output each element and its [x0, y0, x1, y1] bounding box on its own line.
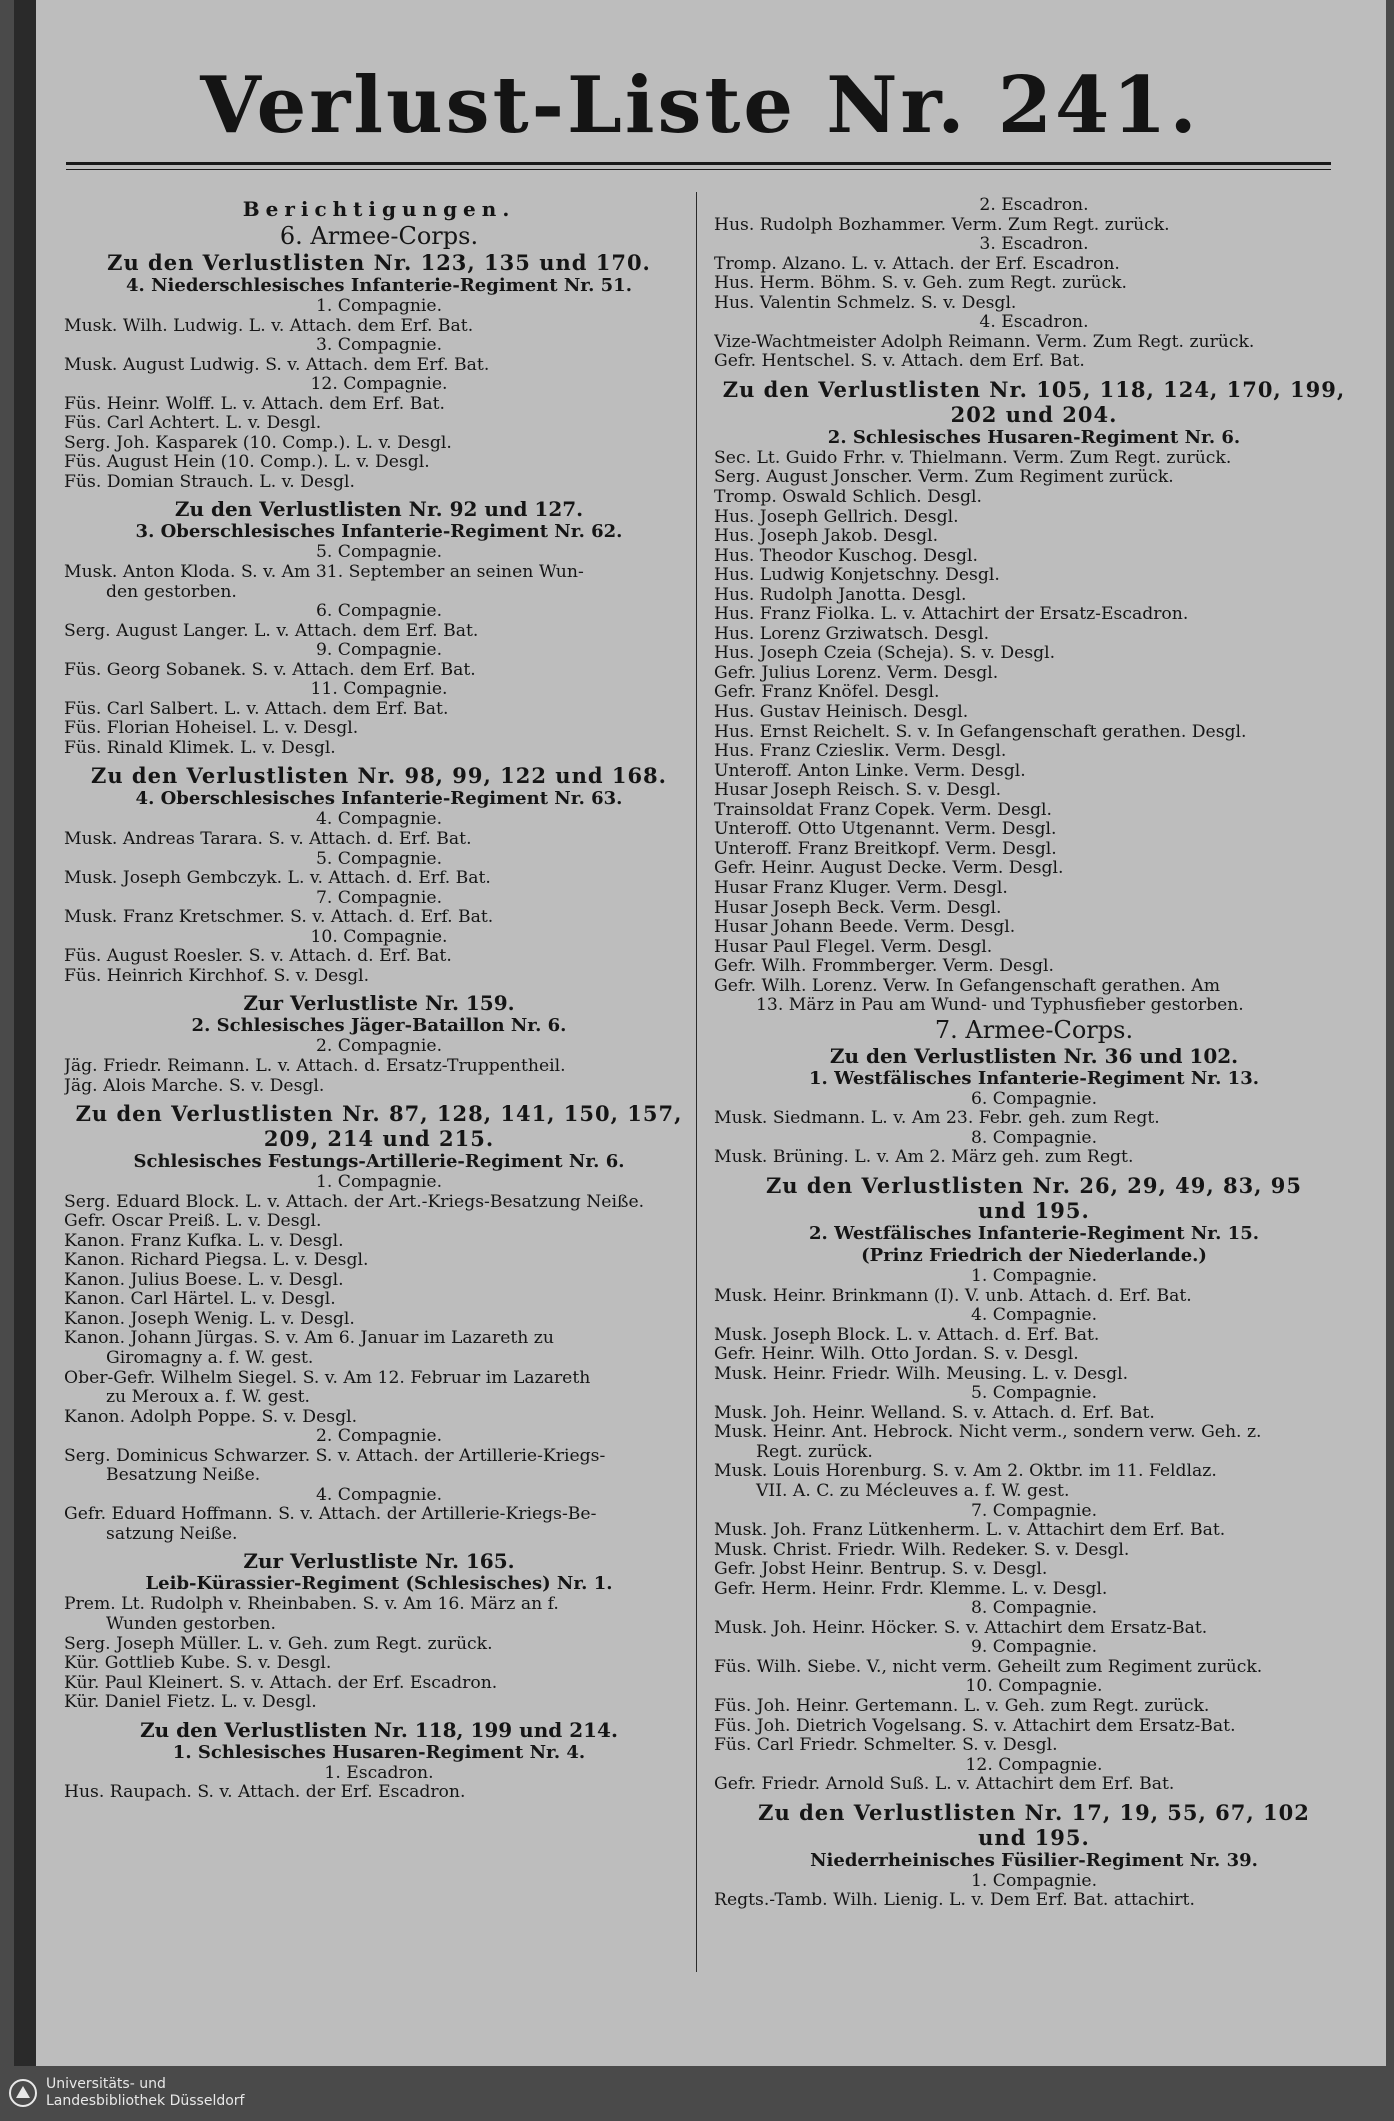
- regiment-heading: 2. Schlesisches Jäger-Bataillon Nr. 6.: [191, 1015, 567, 1037]
- unit-heading: 3. Escadron.: [979, 235, 1089, 255]
- entry-line: Sec. Lt. Guido Frhr. v. Thielmann. Verm. Zum Regt. zurück.: [714, 448, 1232, 468]
- unit-heading: 8. Compagnie.: [970, 1599, 1098, 1619]
- regiment-heading: 3. Oberschlesisches Infanterie-Regiment Nr. 62.: [135, 521, 623, 543]
- section-heading: Zu den Verlustlisten Nr. 98, 99, 122 und 168.: [91, 763, 667, 789]
- entry-line: Giromagny a. f. W. gest.: [106, 1348, 314, 1368]
- entry-line: Tromp. Oswald Schlich. Desgl.: [714, 488, 982, 508]
- entry-line: Hus. Franz Fiolka. L. v. Attachirt der Ersatz-Escadron.: [714, 605, 1189, 625]
- entry-line: Gefr. Julius Lorenz. Verm. Desgl.: [714, 663, 999, 683]
- entry-line: Gefr. Franz Knöfel. Desgl.: [714, 683, 940, 703]
- section-heading: Zu den Verlustlisten Nr. 92 und 127.: [174, 497, 584, 522]
- entry-line: Hus. Joseph Czeia (Scheja). S. v. Desgl.: [714, 644, 1056, 664]
- entry-line: Hus. Ludwig Konjetschny. Desgl.: [714, 566, 1000, 586]
- regiment-heading: 4. Oberschlesisches Infanterie-Regiment Nr. 63.: [135, 788, 623, 810]
- entry-line: Gefr. Heinr. Wilh. Otto Jordan. S. v. Desgl.: [714, 1345, 1079, 1365]
- unit-heading: 6. Compagnie.: [970, 1089, 1098, 1109]
- unit-heading: 12. Compagnie.: [310, 375, 448, 395]
- entry-line: Husar Paul Flegel. Verm. Desgl.: [714, 937, 993, 957]
- entry-line: Unteroff. Anton Linke. Verm. Desgl.: [714, 761, 1026, 781]
- entry-line: Musk. Heinr. Ant. Hebrock. Nicht verm., sondern verw. Geh. z.: [714, 1423, 1262, 1443]
- entry-line: Kanon. Richard Piegsa. L. v. Desgl.: [64, 1251, 369, 1271]
- unit-heading: 12. Compagnie.: [965, 1755, 1103, 1775]
- section-heading: Zu den Verlustlisten Nr. 118, 199 und 214.: [140, 1717, 618, 1742]
- entry-line: den gestorben.: [106, 582, 237, 602]
- entry-line: Hus. Joseph Gellrich. Desgl.: [714, 507, 959, 527]
- entry-line: Kür. Daniel Fietz. L. v. Desgl.: [64, 1693, 317, 1713]
- entry-line: Musk. Anton Kloda. S. v. Am 31. September an seinen Wun-: [64, 563, 584, 583]
- regiment-heading: Schlesisches Festungs-Artillerie-Regiment Nr. 6.: [133, 1151, 625, 1173]
- entry-line: Hus. Rudolph Janotta. Desgl.: [714, 585, 967, 605]
- entry-line: Kanon. Julius Boese. L. v. Desgl.: [64, 1270, 344, 1290]
- section-heading: Zu den Verlustlisten Nr. 36 und 102.: [829, 1043, 1239, 1068]
- unit-heading: 10. Compagnie.: [965, 1677, 1103, 1697]
- entry-line: Füs. Joh. Heinr. Gertemann. L. v. Geh. zum Regt. zurück.: [714, 1697, 1210, 1716]
- entry-line: Kanon. Adolph Poppe. S. v. Desgl.: [64, 1407, 358, 1427]
- page-title: Verlust-Liste Nr. 241.: [200, 60, 1200, 151]
- entry-line: Musk. Heinr. Brinkmann (I). V. unb. Attach. d. Erf. Bat.: [714, 1286, 1192, 1306]
- unit-heading: 9. Compagnie.: [315, 641, 443, 661]
- entry-line: Füs. Carl Friedr. Schmelter. S. v. Desgl.: [714, 1736, 1058, 1756]
- entry-line: Hus. Lorenz Grziwatsch. Desgl.: [714, 624, 990, 644]
- entry-line: Regt. zurück.: [756, 1442, 873, 1462]
- entry-line: Gefr. Friedr. Arnold Suß. L. v. Attachirt dem Erf. Bat.: [714, 1775, 1175, 1795]
- entry-line: Musk. Christ. Friedr. Wilh. Redeker. S. v. Desgl.: [714, 1540, 1130, 1560]
- entry-line: Hus. Herm. Böhm. S. v. Geh. zum Regt. zurück.: [714, 274, 1128, 294]
- unit-heading: 5. Compagnie.: [315, 543, 443, 563]
- entry-line: Unteroff. Otto Utgenannt. Verm. Desgl.: [714, 820, 1057, 840]
- entry-line: Ober-Gefr. Wilhelm Siegel. S. v. Am 12. Februar im Lazareth: [64, 1368, 591, 1388]
- section-heading: Zu den Verlustlisten Nr. 105, 118, 124, 170, 199,: [722, 376, 1346, 402]
- regiment-heading: 2. Westfälisches Infanterie-Regiment Nr. 15.: [809, 1222, 1259, 1244]
- entry-line: Gefr. Hentschel. S. v. Attach. dem Erf. Bat.: [714, 352, 1085, 372]
- entry-line: Füs. August Hein (10. Comp.). L. v. Desgl.: [64, 453, 430, 473]
- unit-heading: 11. Compagnie.: [310, 680, 448, 700]
- entry-line: Musk. Wilh. Ludwig. L. v. Attach. dem Erf. Bat.: [64, 316, 474, 336]
- corrections-heading: Berichtigungen.: [242, 197, 516, 221]
- entry-line: Füs. Rinald Klimek. L. v. Desgl.: [64, 738, 336, 758]
- section-heading: Zu den Verlustlisten Nr. 123, 135 und 170.: [107, 250, 651, 275]
- entry-line: Wunden gestorben.: [106, 1614, 276, 1634]
- unit-heading: 3. Compagnie.: [315, 336, 443, 356]
- entry-line: Prem. Lt. Rudolph v. Rheinbaben. S. v. Am 16. März an f.: [64, 1595, 559, 1615]
- entry-line: Serg. Eduard Block. L. v. Attach. der Art.-Kriegs-Besatzung Neiße.: [64, 1192, 645, 1212]
- entry-line: Füs. Florian Hoheisel. L. v. Desgl.: [64, 719, 359, 739]
- entry-line: Füs. Heinrich Kirchhof. S. v. Desgl.: [64, 966, 370, 986]
- unit-heading: 1. Compagnie.: [315, 1173, 443, 1193]
- entry-line: Füs. Domian Strauch. L. v. Desgl.: [64, 472, 355, 492]
- entry-line: Serg. Dominicus Schwarzer. S. v. Attach. der Artillerie-Kriegs-: [64, 1446, 606, 1466]
- entry-line: Kanon. Franz Kufka. L. v. Desgl.: [64, 1231, 344, 1251]
- regiment-heading: 4. Niederschlesisches Infanterie-Regiment Nr. 51.: [126, 275, 632, 296]
- entry-line: Füs. Georg Sobanek. S. v. Attach. dem Erf. Bat.: [64, 660, 476, 680]
- entry-line: Gefr. Oscar Preiß. L. v. Desgl.: [64, 1212, 322, 1232]
- entry-line: Kanon. Johann Jürgas. S. v. Am 6. Januar im Lazareth zu: [64, 1329, 554, 1349]
- unit-heading: 5. Compagnie.: [970, 1384, 1098, 1404]
- footer-line-2: Landesbibliothek Düsseldorf: [46, 2093, 245, 2109]
- entry-line: Musk. Louis Horenburg. S. v. Am 2. Oktbr. im 11. Feldlaz.: [714, 1462, 1217, 1482]
- entry-line: zu Meroux a. f. W. gest.: [106, 1388, 310, 1408]
- entry-line: Musk. Joh. Heinr. Höcker. S. v. Attachirt dem Ersatz-Bat.: [714, 1618, 1208, 1638]
- entry-line: Hus. Raupach. S. v. Attach. der Erf. Escadron.: [64, 1783, 466, 1803]
- entry-line: Serg. August Langer. L. v. Attach. dem Erf. Bat.: [64, 621, 479, 641]
- entry-line: Jäg. Alois Marche. S. v. Desgl.: [64, 1076, 325, 1096]
- corps-heading: 6. Armee-Corps.: [279, 222, 479, 250]
- entry-line: Husar Joseph Reisch. S. v. Desgl.: [714, 781, 1002, 801]
- right-column: [714, 196, 1354, 1911]
- regiment-heading: (Prinz Friedrich der Niederlande.): [861, 1244, 1207, 1266]
- section-heading: und 195.: [978, 1197, 1090, 1223]
- entry-line: Serg. August Jonscher. Verm. Zum Regiment zurück.: [714, 468, 1174, 488]
- section-heading: Zur Verlustliste Nr. 165.: [243, 1549, 515, 1574]
- section-heading: Zu den Verlustlisten Nr. 17, 19, 55, 67, 102: [758, 1799, 1310, 1825]
- column-divider: [696, 192, 697, 1972]
- entry-line: Musk. Franz Kretschmer. S. v. Attach. d. Erf. Bat.: [64, 908, 494, 928]
- entry-line: 13. März in Pau am Wund- und Typhusfieber gestorben.: [756, 996, 1244, 1016]
- entry-line: Hus. Rudolph Bozhammer. Verm. Zum Regt. zurück.: [714, 215, 1170, 235]
- entry-line: Regts.-Tamb. Wilh. Lienig. L. v. Dem Erf. Bat. attachirt.: [714, 1891, 1195, 1911]
- left-column: [64, 196, 694, 1803]
- regiment-heading: 1. Westfälisches Infanterie-Regiment Nr. 13.: [809, 1067, 1259, 1089]
- unit-heading: 4. Compagnie.: [315, 810, 443, 830]
- entry-line: Serg. Joseph Müller. L. v. Geh. zum Regt. zurück.: [64, 1634, 493, 1654]
- newspaper-page: [14, 0, 1386, 2066]
- entry-line: Hus. Franz Cziesliк. Verm. Desgl.: [714, 742, 1007, 762]
- unit-heading: 2. Escadron.: [979, 196, 1089, 215]
- regiment-heading: 2. Schlesisches Husaren-Regiment Nr. 6.: [827, 426, 1241, 448]
- entry-line: Musk. August Ludwig. S. v. Attach. dem Erf. Bat.: [64, 355, 490, 375]
- entry-line: Musk. Heinr. Friedr. Wilh. Meusing. L. v. Desgl.: [714, 1364, 1129, 1384]
- unit-heading: 9. Compagnie.: [970, 1638, 1098, 1658]
- entry-line: Gefr. Eduard Hoffmann. S. v. Attach. der Artillerie-Kriegs-Be-: [64, 1505, 597, 1525]
- regiment-heading: Niederrheinisches Füsilier-Regiment Nr. 39.: [810, 1849, 1258, 1871]
- title-rule-thick: [66, 162, 1331, 165]
- entry-line: Musk. Brüning. L. v. Am 2. März geh. zum Regt.: [714, 1148, 1134, 1168]
- section-heading: Zu den Verlustlisten Nr. 87, 128, 141, 150, 157,: [75, 1101, 683, 1127]
- unit-heading: 1. Compagnie.: [970, 1266, 1098, 1286]
- corps-heading: 7. Armee-Corps.: [934, 1015, 1134, 1044]
- entry-line: Füs. Joh. Dietrich Vogelsang. S. v. Attachirt dem Ersatz-Bat.: [714, 1716, 1236, 1736]
- entry-line: Füs. Carl Achtert. L. v. Desgl.: [64, 414, 322, 434]
- entry-line: Vize-Wachtmeister Adolph Reimann. Verm. Zum Regt. zurück.: [714, 332, 1255, 352]
- entry-line: Jäg. Friedr. Reimann. L. v. Attach. d. Ersatz-Truppentheil.: [64, 1056, 566, 1076]
- unit-heading: 7. Compagnie.: [970, 1501, 1098, 1521]
- entry-line: Trainsoldat Franz Copek. Verm. Desgl.: [714, 800, 1052, 820]
- entry-line: Kanon. Joseph Wenig. L. v. Desgl.: [64, 1309, 355, 1329]
- unit-heading: 2. Compagnie.: [315, 1037, 443, 1057]
- entry-line: Füs. Carl Salbert. L. v. Attach. dem Erf. Bat.: [64, 699, 449, 719]
- entry-line: Hus. Joseph Jakob. Desgl.: [714, 527, 939, 547]
- entry-line: Tromp. Alzano. L. v. Attach. der Erf. Escadron.: [714, 254, 1120, 274]
- entry-line: Gefr. Herm. Heinr. Frdr. Klemme. L. v. Desgl.: [714, 1579, 1108, 1599]
- unit-heading: 1. Escadron.: [324, 1763, 434, 1783]
- entry-line: Kür. Gottlieb Kube. S. v. Desgl.: [64, 1654, 332, 1674]
- section-heading: 209, 214 und 215.: [263, 1126, 495, 1152]
- footer-line-1: Universitäts- und: [46, 2076, 166, 2092]
- entry-line: Kanon. Carl Härtel. L. v. Desgl.: [64, 1290, 336, 1310]
- library-logo-icon: [8, 2078, 38, 2108]
- entry-line: Kür. Paul Kleinert. S. v. Attach. der Erf. Escadron.: [64, 1673, 498, 1693]
- entry-line: Hus. Gustav Heinisch. Desgl.: [714, 703, 969, 723]
- entry-line: Musk. Joh. Heinr. Welland. S. v. Attach. d. Erf. Bat.: [714, 1403, 1155, 1423]
- unit-heading: 4. Escadron.: [979, 313, 1089, 333]
- entry-line: Besatzung Neiße.: [106, 1466, 261, 1486]
- entry-line: Hus. Valentin Schmelz. S. v. Desgl.: [714, 293, 1017, 313]
- unit-heading: 10. Compagnie.: [310, 927, 448, 947]
- entry-line: Füs. August Roesler. S. v. Attach. d. Erf. Bat.: [64, 947, 452, 967]
- unit-heading: 1. Compagnie.: [315, 297, 443, 316]
- section-heading: 202 und 204.: [950, 401, 1118, 427]
- entry-line: Husar Franz Kluger. Verm. Desgl.: [714, 878, 1008, 898]
- entry-line: Musk. Andreas Tarara. S. v. Attach. d. Erf. Bat.: [64, 830, 472, 850]
- entry-line: Füs. Heinr. Wolff. L. v. Attach. dem Erf. Bat.: [64, 394, 445, 414]
- unit-heading: 4. Compagnie.: [315, 1485, 443, 1505]
- entry-line: VII. A. C. zu Mécleuves a. f. W. gest.: [756, 1481, 1070, 1501]
- title-rule-thin: [66, 169, 1331, 170]
- entry-line: Unteroff. Franz Breitkopf. Verm. Desgl.: [714, 839, 1057, 859]
- regiment-heading: 1. Schlesisches Husaren-Regiment Nr. 4.: [172, 1741, 586, 1763]
- entry-line: Füs. Wilh. Siebe. V., nicht verm. Geheilt zum Regiment zurück.: [714, 1657, 1263, 1677]
- entry-line: Musk. Siedmann. L. v. Am 23. Febr. geh. zum Regt.: [714, 1109, 1160, 1129]
- page-edge-shadow: [14, 0, 36, 2066]
- entry-line: Husar Johann Beede. Verm. Desgl.: [714, 918, 1016, 938]
- entry-line: Musk. Joseph Gembczyk. L. v. Attach. d. Erf. Bat.: [64, 869, 491, 889]
- entry-line: Musk. Joseph Block. L. v. Attach. d. Erf. Bat.: [714, 1325, 1100, 1345]
- unit-heading: 5. Compagnie.: [315, 849, 443, 869]
- unit-heading: 6. Compagnie.: [315, 602, 443, 622]
- entry-line: Hus. Theodor Kuschog. Desgl.: [714, 546, 978, 566]
- entry-line: Serg. Joh. Kasparek (10. Comp.). L. v. Desgl.: [64, 433, 452, 453]
- entry-line: Gefr. Jobst Heinr. Bentrup. S. v. Desgl.: [714, 1560, 1048, 1580]
- unit-heading: 7. Compagnie.: [315, 888, 443, 908]
- entry-line: Husar Joseph Beck. Verm. Desgl.: [714, 898, 1002, 918]
- unit-heading: 8. Compagnie.: [970, 1128, 1098, 1148]
- section-heading: und 195.: [978, 1824, 1090, 1850]
- entry-line: satzung Neiße.: [106, 1524, 238, 1544]
- entry-line: Gefr. Heinr. August Decke. Verm. Desgl.: [714, 859, 1064, 879]
- library-footer: [0, 2066, 1394, 2121]
- unit-heading: 4. Compagnie.: [970, 1306, 1098, 1326]
- entry-line: Musk. Joh. Franz Lütkenherm. L. v. Attachirt dem Erf. Bat.: [714, 1521, 1226, 1541]
- entry-line: Hus. Ernst Reichelt. S. v. In Gefangenschaft gerathen. Desgl.: [714, 722, 1247, 742]
- unit-heading: 1. Compagnie.: [970, 1871, 1098, 1891]
- section-heading: Zu den Verlustlisten Nr. 26, 29, 49, 83, 95: [765, 1172, 1303, 1198]
- section-heading: Zur Verlustliste Nr. 159.: [243, 991, 515, 1016]
- entry-line: Gefr. Wilh. Frommberger. Verm. Desgl.: [714, 957, 1054, 977]
- regiment-heading: Leib-Kürassier-Regiment (Schlesisches) Nr. 1.: [145, 1573, 613, 1595]
- entry-line: Gefr. Wilh. Lorenz. Verw. In Gefangenschaft gerathen. Am: [714, 976, 1221, 996]
- unit-heading: 2. Compagnie.: [315, 1427, 443, 1447]
